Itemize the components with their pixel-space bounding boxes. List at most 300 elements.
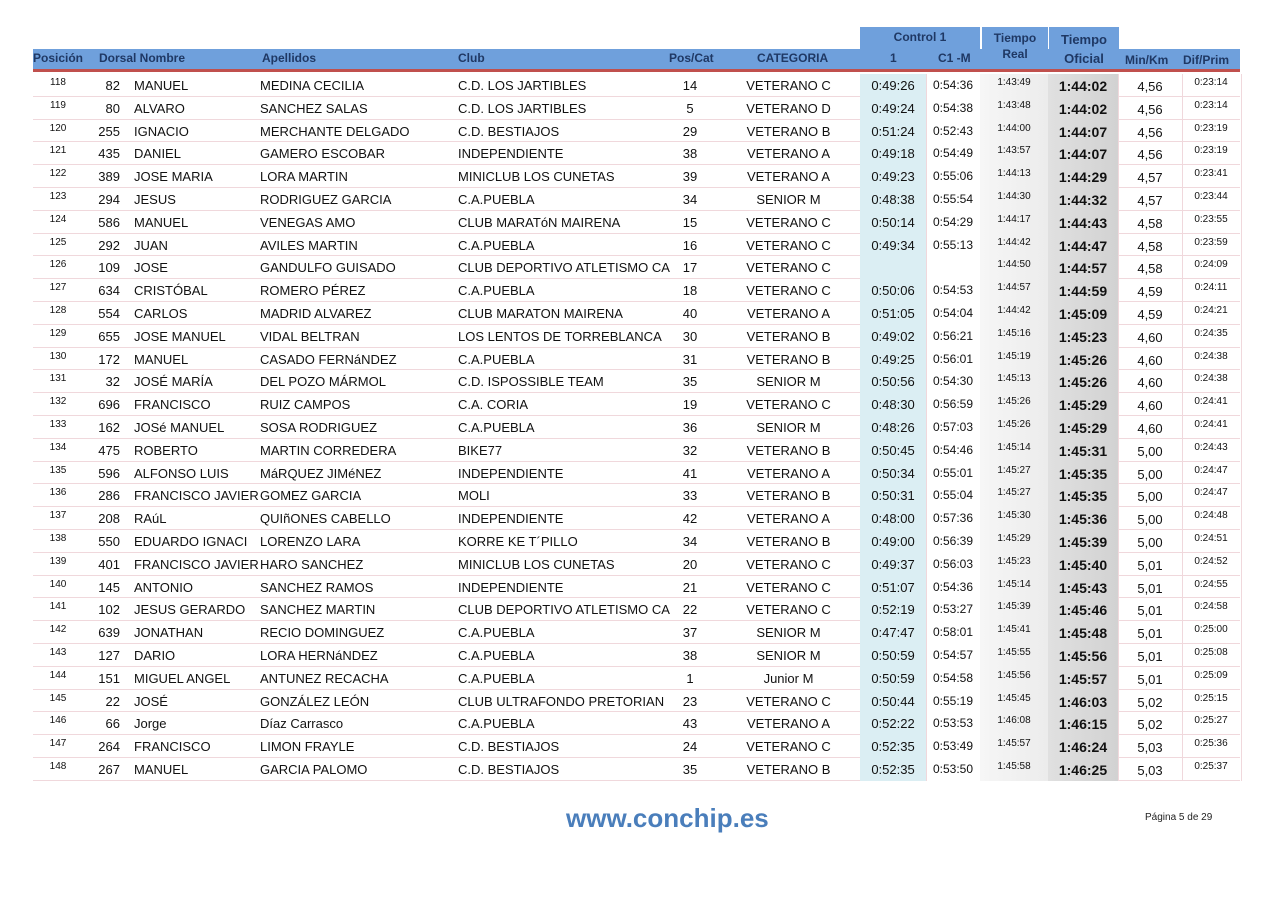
control-1-time-cell: 0:51:24 bbox=[871, 123, 915, 139]
categoria-cell: VETERANO B bbox=[746, 761, 831, 777]
nombre-cell: JOSE MARIA bbox=[134, 169, 213, 185]
categoria-cell: VETERANO B bbox=[746, 351, 831, 367]
control-1-time-cell: 0:50:45 bbox=[871, 442, 915, 458]
apellidos-cell: RECIO DOMINGUEZ bbox=[260, 625, 385, 641]
position-cell: 128 bbox=[49, 304, 67, 316]
apellidos-cell: Díaz Carrasco bbox=[260, 716, 344, 732]
table-row bbox=[33, 370, 1240, 393]
tiempo-oficial-cell: 1:46:25 bbox=[1058, 761, 1108, 778]
table-row bbox=[33, 234, 1240, 257]
tiempo-oficial-cell: 1:45:40 bbox=[1058, 556, 1108, 573]
nombre-cell: MANUEL bbox=[134, 761, 189, 777]
table-row bbox=[33, 712, 1240, 735]
tiempo-oficial-cell: 1:45:26 bbox=[1058, 374, 1108, 391]
c1-m-time-cell: 0:53:53 bbox=[932, 716, 974, 731]
control-1-time-cell: 0:52:19 bbox=[871, 602, 915, 618]
dorsal-cell: 264 bbox=[98, 739, 120, 755]
control-1-time-cell: 0:48:38 bbox=[871, 191, 915, 207]
control-1-time-cell: 0:51:05 bbox=[871, 305, 915, 321]
c1-m-time-cell: 0:56:03 bbox=[932, 556, 974, 571]
pos-cat-cell: 34 bbox=[682, 191, 698, 207]
tiempo-real-cell: 1:43:49 bbox=[997, 77, 1031, 88]
apellidos-cell: HARO SANCHEZ bbox=[260, 556, 364, 572]
pos-cat-cell: 17 bbox=[682, 260, 698, 276]
min-km-cell: 5,01 bbox=[1137, 580, 1163, 596]
categoria-cell: VETERANO A bbox=[746, 169, 831, 185]
c1-m-time-cell: 0:54:46 bbox=[932, 442, 974, 457]
pos-cat-cell: 33 bbox=[682, 488, 698, 504]
c1-m-time-cell: 0:56:21 bbox=[932, 328, 974, 343]
club-cell: CLUB MARATON MAIRENA bbox=[458, 305, 623, 321]
position-cell: 137 bbox=[49, 510, 67, 522]
dorsal-cell: 639 bbox=[98, 625, 120, 641]
nombre-cell: FRANCISCO bbox=[134, 739, 211, 755]
min-km-cell: 4,58 bbox=[1137, 261, 1163, 277]
club-cell: BIKE77 bbox=[458, 442, 503, 458]
min-km-cell: 5,01 bbox=[1137, 648, 1163, 664]
nombre-cell: FRANCISCO bbox=[134, 397, 211, 413]
tiempo-oficial-cell: 1:44:29 bbox=[1058, 169, 1108, 186]
tiempo-oficial-cell: 1:44:32 bbox=[1058, 191, 1108, 208]
tiempo-oficial-cell: 1:44:47 bbox=[1058, 237, 1108, 254]
control-1-time-cell: 0:49:23 bbox=[871, 169, 915, 185]
control-1-time-cell: 0:49:00 bbox=[871, 533, 915, 549]
nombre-cell: JESUS GERARDO bbox=[134, 602, 246, 618]
apellidos-cell: MADRID ALVAREZ bbox=[260, 305, 372, 321]
table-row bbox=[33, 120, 1240, 143]
club-cell: C.D. LOS JARTIBLES bbox=[458, 100, 587, 116]
nombre-cell: JESUS bbox=[134, 191, 176, 207]
min-km-cell: 5,01 bbox=[1137, 557, 1163, 573]
club-cell: C.A.PUEBLA bbox=[458, 670, 535, 686]
position-cell: 132 bbox=[49, 396, 67, 408]
club-cell: C.A.PUEBLA bbox=[458, 716, 535, 732]
control-1-time-cell: 0:49:37 bbox=[871, 556, 915, 572]
nombre-cell: RAúL bbox=[134, 511, 167, 527]
club-cell: MOLI bbox=[458, 488, 490, 504]
categoria-cell: VETERANO A bbox=[746, 511, 831, 527]
control-1-time-cell: 0:51:07 bbox=[871, 579, 915, 595]
dorsal-cell: 586 bbox=[98, 214, 120, 230]
club-cell: KORRE KE T´PILLO bbox=[458, 533, 578, 549]
control-1-time-cell: 0:47:47 bbox=[871, 625, 915, 641]
pos-cat-cell: 24 bbox=[682, 739, 698, 755]
nombre-cell: MANUEL bbox=[134, 78, 189, 93]
apellidos-cell: RODRIGUEZ GARCIA bbox=[260, 191, 392, 207]
c1-m-time-cell: 0:55:06 bbox=[932, 169, 974, 184]
tiempo-real-cell: 1:45:14 bbox=[997, 578, 1031, 590]
nombre-cell: JOSE bbox=[134, 260, 168, 276]
col-categoria: CATEGORIA bbox=[757, 51, 829, 65]
tiempo-real-line1: Tiempo bbox=[993, 31, 1037, 45]
min-km-cell: 5,01 bbox=[1137, 626, 1163, 642]
dif-prim-cell: 0:24:41 bbox=[1194, 418, 1228, 430]
tiempo-real-cell: 1:45:19 bbox=[997, 350, 1031, 362]
dorsal-cell: 109 bbox=[98, 260, 120, 276]
position-cell: 141 bbox=[49, 601, 67, 613]
c1-m-time-cell: 0:52:43 bbox=[932, 123, 974, 138]
categoria-cell: SENIOR M bbox=[756, 625, 821, 641]
tiempo-real-cell: 1:43:57 bbox=[997, 145, 1031, 157]
tiempo-real-line2: Real bbox=[1002, 47, 1028, 61]
dif-prim-cell: 0:24:41 bbox=[1194, 396, 1228, 408]
table-row bbox=[33, 644, 1240, 667]
dorsal-cell: 32 bbox=[105, 374, 120, 390]
website-link[interactable]: www.conchip.es bbox=[566, 803, 769, 833]
control-1-time-cell: 0:49:26 bbox=[871, 78, 915, 93]
min-km-cell: 4,56 bbox=[1137, 147, 1163, 163]
tiempo-oficial-cell: 1:46:24 bbox=[1058, 739, 1108, 756]
position-cell: 135 bbox=[49, 464, 67, 476]
tiempo-oficial-cell: 1:44:02 bbox=[1058, 78, 1108, 94]
nombre-cell: MANUEL bbox=[134, 214, 189, 230]
dorsal-cell: 82 bbox=[105, 78, 120, 93]
tiempo-real-cell: 1:45:23 bbox=[997, 555, 1031, 567]
min-km-cell: 4,58 bbox=[1137, 238, 1163, 254]
tiempo-oficial-line1: Tiempo bbox=[1061, 32, 1107, 47]
nombre-cell: ALVARO bbox=[134, 100, 185, 116]
position-cell: 127 bbox=[49, 282, 67, 294]
c1-m-time-cell: 0:58:01 bbox=[932, 625, 974, 640]
tiempo-real-cell: 1:44:17 bbox=[997, 213, 1031, 225]
tiempo-real-cell: 1:45:26 bbox=[997, 396, 1031, 408]
c1-m-time-cell: 0:57:36 bbox=[932, 511, 974, 526]
apellidos-cell: SANCHEZ SALAS bbox=[260, 100, 368, 116]
categoria-cell: VETERANO C bbox=[746, 397, 831, 413]
club-cell: C.A.PUEBLA bbox=[458, 419, 535, 435]
tiempo-oficial-cell: 1:45:29 bbox=[1058, 397, 1108, 414]
nombre-cell: JOSé MANUEL bbox=[134, 419, 225, 435]
club-cell: CLUB MARATóN MAIRENA bbox=[458, 214, 621, 230]
dif-prim-cell: 0:24:52 bbox=[1194, 555, 1228, 567]
dorsal-cell: 475 bbox=[98, 442, 120, 458]
dif-prim-cell: 0:23:19 bbox=[1194, 145, 1228, 157]
pos-cat-cell: 37 bbox=[682, 625, 698, 641]
position-cell: 142 bbox=[49, 624, 67, 636]
dif-prim-cell: 0:25:27 bbox=[1194, 715, 1228, 727]
dorsal-cell: 80 bbox=[105, 100, 120, 116]
pos-cat-cell: 18 bbox=[682, 283, 698, 299]
dif-prim-cell: 0:24:38 bbox=[1194, 350, 1228, 362]
pos-cat-cell: 14 bbox=[682, 78, 698, 93]
categoria-cell: VETERANO A bbox=[746, 305, 831, 321]
nombre-cell: CARLOS bbox=[134, 305, 188, 321]
table-row bbox=[33, 735, 1240, 758]
control-1-time-cell: 0:48:26 bbox=[871, 419, 915, 435]
dorsal-cell: 127 bbox=[98, 647, 120, 663]
control-1-time-cell: 0:49:02 bbox=[871, 328, 915, 344]
dif-prim-cell: 0:24:35 bbox=[1194, 327, 1228, 339]
col-pos-cat: Pos/Cat bbox=[669, 51, 714, 65]
c1-m-time-cell: 0:54:29 bbox=[932, 214, 974, 229]
table-row bbox=[33, 279, 1240, 302]
nombre-cell: ANTONIO bbox=[134, 579, 193, 595]
pos-cat-cell: 42 bbox=[682, 511, 698, 527]
pos-cat-cell: 29 bbox=[682, 123, 698, 139]
nombre-cell: JOSÉ MARÍA bbox=[134, 374, 213, 390]
control-1-time-cell: 0:49:34 bbox=[871, 237, 915, 253]
position-cell: 144 bbox=[49, 669, 67, 681]
table-row bbox=[33, 462, 1240, 485]
c1-m-time-cell: 0:54:38 bbox=[932, 100, 974, 115]
categoria-cell: VETERANO C bbox=[746, 602, 831, 618]
nombre-cell: MANUEL bbox=[134, 351, 189, 367]
table-row bbox=[33, 553, 1240, 576]
pos-cat-cell: 20 bbox=[682, 556, 698, 572]
position-cell: 121 bbox=[49, 145, 67, 157]
min-km-cell: 5,03 bbox=[1137, 740, 1163, 756]
pos-cat-cell: 38 bbox=[682, 647, 698, 663]
min-km-cell: 4,60 bbox=[1137, 420, 1163, 436]
control-1-time-cell: 0:50:59 bbox=[871, 670, 915, 686]
dorsal-cell: 102 bbox=[98, 602, 120, 618]
table-row bbox=[33, 667, 1240, 690]
position-cell: 147 bbox=[49, 738, 67, 750]
position-cell: 143 bbox=[49, 646, 67, 658]
control-1-time-cell: 0:50:31 bbox=[871, 488, 915, 504]
apellidos-cell: GARCIA PALOMO bbox=[260, 761, 368, 777]
c1-m-time-cell: 0:54:57 bbox=[932, 647, 974, 662]
position-cell: 119 bbox=[50, 99, 66, 111]
min-km-cell: 5,01 bbox=[1137, 671, 1163, 687]
dorsal-cell: 267 bbox=[98, 761, 120, 777]
table-row bbox=[33, 348, 1240, 371]
page-number: Página 5 de 29 bbox=[1145, 812, 1213, 823]
table-row bbox=[33, 97, 1240, 120]
dorsal-cell: 401 bbox=[98, 556, 120, 572]
dif-prim-cell: 0:24:21 bbox=[1194, 304, 1228, 316]
nombre-cell: FRANCISCO JAVIER bbox=[134, 488, 259, 504]
dif-prim-cell: 0:24:47 bbox=[1194, 464, 1228, 476]
tiempo-oficial-cell: 1:45:36 bbox=[1058, 511, 1108, 528]
categoria-cell: VETERANO C bbox=[746, 214, 831, 230]
club-cell: C.A. CORIA bbox=[458, 397, 529, 413]
dif-prim-cell: 0:24:43 bbox=[1194, 441, 1228, 453]
position-cell: 134 bbox=[49, 441, 67, 453]
table-row bbox=[33, 576, 1240, 599]
position-cell: 126 bbox=[49, 259, 67, 271]
c1-m-time-cell: 0:54:49 bbox=[932, 146, 974, 161]
tiempo-real-cell: 1:45:39 bbox=[997, 601, 1031, 613]
control-1-time-cell: 0:49:18 bbox=[871, 146, 915, 162]
min-km-cell: 4,56 bbox=[1137, 124, 1163, 140]
apellidos-cell: GONZÁLEZ LEÓN bbox=[260, 693, 370, 709]
tiempo-oficial-header bbox=[1049, 27, 1119, 69]
col-posicion: Posición bbox=[33, 51, 84, 65]
c1-m-time-cell: 0:54:04 bbox=[932, 305, 974, 320]
club-cell: INDEPENDIENTE bbox=[458, 465, 564, 481]
c1-m-time-cell: 0:54:36 bbox=[932, 78, 974, 92]
apellidos-cell: LIMON FRAYLE bbox=[260, 739, 355, 755]
nombre-cell: JONATHAN bbox=[134, 625, 204, 641]
position-cell: 124 bbox=[49, 213, 67, 225]
position-cell: 148 bbox=[49, 760, 67, 772]
table-row bbox=[33, 758, 1240, 781]
club-cell: C.D. BESTIAJOS bbox=[458, 739, 560, 755]
pos-cat-cell: 16 bbox=[682, 237, 698, 253]
apellidos-cell: ANTUNEZ RECACHA bbox=[260, 670, 389, 686]
tiempo-oficial-cell: 1:45:39 bbox=[1058, 533, 1108, 550]
pos-cat-cell: 36 bbox=[682, 419, 698, 435]
pos-cat-cell: 30 bbox=[682, 328, 698, 344]
dorsal-cell: 550 bbox=[98, 533, 120, 549]
min-km-cell: 4,57 bbox=[1137, 192, 1163, 208]
c1-m-time-cell: 0:53:49 bbox=[932, 739, 974, 754]
pos-cat-cell: 38 bbox=[682, 146, 698, 162]
categoria-cell: VETERANO B bbox=[746, 533, 831, 549]
tiempo-real-cell: 1:45:27 bbox=[997, 464, 1031, 476]
club-cell: CLUB DEPORTIVO ATLETISMO CA bbox=[458, 260, 670, 276]
club-cell: C.A.PUEBLA bbox=[458, 647, 535, 663]
club-cell: C.A.PUEBLA bbox=[458, 625, 535, 641]
dorsal-cell: 162 bbox=[98, 419, 120, 435]
control-1-time-cell: 0:52:35 bbox=[871, 761, 915, 777]
club-cell: INDEPENDIENTE bbox=[458, 146, 564, 162]
categoria-cell: VETERANO B bbox=[746, 328, 831, 344]
categoria-cell: VETERANO C bbox=[746, 579, 831, 595]
pos-cat-cell: 15 bbox=[682, 214, 698, 230]
apellidos-cell: CASADO FERNáNDEZ bbox=[260, 351, 397, 367]
dif-prim-cell: 0:25:00 bbox=[1194, 624, 1228, 636]
tiempo-oficial-cell: 1:45:31 bbox=[1058, 442, 1108, 459]
min-km-cell: 5,02 bbox=[1137, 717, 1163, 733]
apellidos-cell: GAMERO ESCOBAR bbox=[260, 146, 385, 162]
col-dorsal-nombre: Dorsal Nombre bbox=[99, 51, 186, 65]
dorsal-cell: 255 bbox=[98, 123, 120, 139]
tiempo-real-cell: 1:43:48 bbox=[997, 99, 1031, 111]
tiempo-real-cell: 1:45:26 bbox=[997, 418, 1031, 430]
nombre-cell: JUAN bbox=[134, 237, 168, 253]
position-cell: 123 bbox=[49, 190, 67, 202]
tiempo-oficial-cell: 1:44:07 bbox=[1058, 146, 1108, 163]
tiempo-real-cell: 1:44:42 bbox=[997, 304, 1031, 316]
c1-m-time-cell: 0:55:13 bbox=[932, 237, 974, 252]
nombre-cell: Jorge bbox=[134, 716, 167, 732]
categoria-cell: VETERANO B bbox=[746, 442, 831, 458]
apellidos-cell: MáRQUEZ JIMéNEZ bbox=[260, 465, 382, 481]
tiempo-real-cell: 1:44:13 bbox=[997, 168, 1031, 180]
position-cell: 118 bbox=[50, 77, 66, 88]
nombre-cell: ROBERTO bbox=[134, 442, 198, 458]
club-cell: CLUB ULTRAFONDO PRETORIAN bbox=[458, 693, 665, 709]
categoria-cell: SENIOR M bbox=[756, 419, 821, 435]
dif-prim-cell: 0:24:47 bbox=[1194, 487, 1228, 499]
tiempo-oficial-cell: 1:45:56 bbox=[1058, 647, 1108, 664]
table-row bbox=[33, 302, 1240, 325]
nombre-cell: JOSÉ bbox=[134, 693, 168, 709]
cell-background bbox=[860, 256, 926, 279]
categoria-cell: VETERANO A bbox=[746, 146, 831, 162]
tiempo-real-cell: 1:45:55 bbox=[997, 646, 1031, 658]
table-row bbox=[33, 530, 1240, 553]
table-row bbox=[33, 142, 1240, 165]
apellidos-cell: AVILES MARTIN bbox=[260, 237, 358, 253]
apellidos-cell: GANDULFO GUISADO bbox=[260, 260, 396, 276]
min-km-cell: 4,57 bbox=[1137, 170, 1163, 186]
table-row bbox=[33, 211, 1240, 234]
apellidos-cell: MERCHANTE DELGADO bbox=[260, 123, 410, 139]
apellidos-cell: QUIñONES CABELLO bbox=[260, 511, 391, 527]
tiempo-real-cell: 1:44:57 bbox=[997, 282, 1031, 294]
tiempo-oficial-cell: 1:45:29 bbox=[1058, 419, 1108, 436]
tiempo-real-cell: 1:44:42 bbox=[997, 236, 1031, 248]
position-cell: 129 bbox=[49, 327, 67, 339]
c1-m-time-cell: 0:56:39 bbox=[932, 533, 974, 548]
results-table-body bbox=[33, 74, 1240, 781]
control-1-time-cell: 0:50:56 bbox=[871, 374, 915, 390]
pos-cat-cell: 43 bbox=[682, 716, 698, 732]
tiempo-real-cell: 1:45:30 bbox=[997, 510, 1031, 522]
categoria-cell: VETERANO D bbox=[746, 100, 831, 116]
col-apellidos: Apellidos bbox=[262, 51, 317, 65]
control-1-time-cell: 0:50:14 bbox=[871, 214, 915, 230]
club-cell: C.A.PUEBLA bbox=[458, 283, 535, 299]
tiempo-oficial-cell: 1:44:43 bbox=[1058, 214, 1108, 231]
apellidos-cell: SANCHEZ MARTIN bbox=[260, 602, 376, 618]
position-cell: 125 bbox=[49, 236, 67, 248]
apellidos-cell: VENEGAS AMO bbox=[260, 214, 356, 230]
dif-prim-cell: 0:25:08 bbox=[1194, 646, 1228, 658]
club-cell: C.D. BESTIAJOS bbox=[458, 123, 560, 139]
position-cell: 136 bbox=[49, 487, 67, 499]
club-cell: CLUB DEPORTIVO ATLETISMO CA bbox=[458, 602, 670, 618]
min-km-cell: 4,60 bbox=[1137, 352, 1163, 368]
dif-prim-cell: 0:24:48 bbox=[1194, 510, 1228, 522]
dif-prim-cell: 0:24:55 bbox=[1194, 578, 1228, 590]
dif-prim-cell: 0:23:19 bbox=[1194, 122, 1228, 134]
categoria-cell: VETERANO C bbox=[746, 693, 831, 709]
position-cell: 140 bbox=[49, 578, 67, 590]
apellidos-cell: ROMERO PÉREZ bbox=[260, 283, 366, 299]
tiempo-oficial-cell: 1:45:48 bbox=[1058, 625, 1108, 642]
apellidos-cell: MARTIN CORREDERA bbox=[260, 442, 397, 458]
club-cell: C.A.PUEBLA bbox=[458, 351, 535, 367]
tiempo-oficial-cell: 1:44:02 bbox=[1058, 100, 1108, 117]
pos-cat-cell: 40 bbox=[682, 305, 698, 321]
categoria-cell: VETERANO B bbox=[746, 123, 831, 139]
dorsal-cell: 22 bbox=[105, 693, 120, 709]
dorsal-cell: 596 bbox=[98, 465, 120, 481]
nombre-cell: IGNACIO bbox=[134, 123, 189, 139]
position-cell: 145 bbox=[49, 692, 67, 704]
table-row bbox=[33, 598, 1240, 621]
position-cell: 122 bbox=[49, 168, 67, 180]
dorsal-cell: 696 bbox=[98, 397, 120, 413]
dorsal-cell: 66 bbox=[105, 716, 120, 732]
col-club: Club bbox=[458, 51, 485, 65]
tiempo-real-cell: 1:45:27 bbox=[997, 487, 1031, 499]
dif-prim-cell: 0:23:41 bbox=[1194, 168, 1228, 180]
dorsal-cell: 151 bbox=[98, 670, 120, 686]
control-1-time-cell: 0:52:22 bbox=[871, 716, 915, 732]
pos-cat-cell: 1 bbox=[686, 670, 694, 686]
position-cell: 139 bbox=[49, 555, 67, 567]
apellidos-cell: GOMEZ GARCIA bbox=[260, 488, 362, 504]
apellidos-cell: SOSA RODRIGUEZ bbox=[260, 419, 378, 435]
dif-prim-cell: 0:24:11 bbox=[1194, 282, 1228, 294]
tiempo-real-cell: 1:45:29 bbox=[997, 532, 1031, 544]
table-row bbox=[33, 165, 1240, 188]
tiempo-real-cell: 1:45:14 bbox=[997, 441, 1031, 453]
categoria-cell: SENIOR M bbox=[756, 374, 821, 390]
c1-m-time-cell: 0:54:30 bbox=[932, 374, 974, 389]
table-row bbox=[33, 621, 1240, 644]
c1-m-time-cell: 0:53:27 bbox=[932, 602, 974, 617]
tiempo-oficial-cell: 1:44:07 bbox=[1058, 123, 1108, 140]
club-cell: C.D. BESTIAJOS bbox=[458, 761, 560, 777]
min-km-cell: 4,58 bbox=[1137, 215, 1163, 231]
table-row bbox=[33, 74, 1240, 97]
